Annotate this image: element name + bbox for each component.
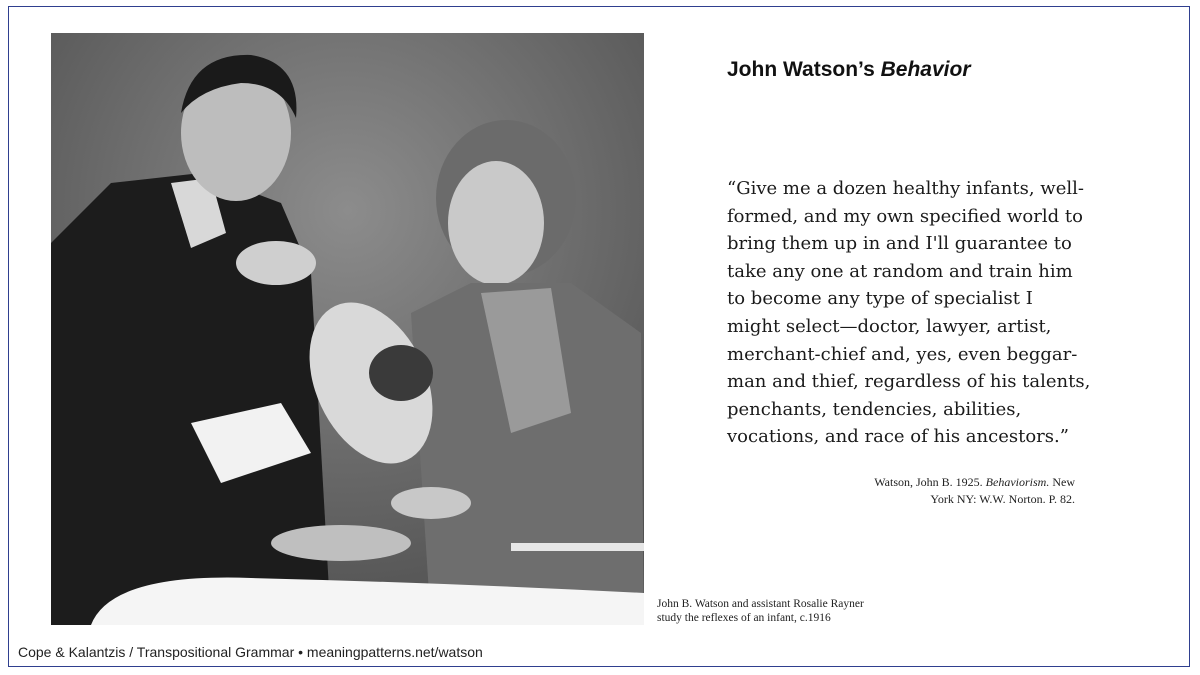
title-prefix: John Watson’s <box>727 58 881 81</box>
quote-line: take any one at random and train him <box>727 260 1073 282</box>
footer-credit: Cope & Kalantzis / Transpositional Grammar • meaningpatterns.net/watson <box>18 644 483 660</box>
title-emphasis: Behavior <box>880 58 971 81</box>
quote-line: man and thief, regardless of his talents, <box>727 371 1091 393</box>
citation-place: New <box>1049 475 1075 489</box>
quote-line: might select—doctor, lawyer, artist, <box>727 315 1052 337</box>
citation-author: Watson, John B. 1925. <box>874 475 986 489</box>
citation-line-2: York NY: W.W. Norton. P. 82. <box>930 492 1075 506</box>
quote-line: merchant-chief and, yes, even beggar- <box>727 343 1078 365</box>
quote-line: formed, and my own specified world to <box>727 205 1083 227</box>
citation-book-title: Behaviorism. <box>985 475 1050 489</box>
quote-line: “Give me a dozen healthy infants, well- <box>727 178 1084 199</box>
citation-line-1 <box>874 474 1075 491</box>
quote-line: vocations, and race of his ancestors.” <box>727 426 1069 448</box>
caption-line: study the reflexes of an infant, c.1916 <box>657 612 831 624</box>
quote-line: bring them up in and I'll guarantee to <box>727 233 1072 255</box>
quote-line: penchants, tendencies, abilities, <box>727 398 1022 420</box>
caption-line: John B. Watson and assistant Rosalie Rayner <box>657 598 864 610</box>
slide-title <box>727 58 971 82</box>
citation <box>874 474 1075 508</box>
quote-line: to become any type of specialist I <box>727 288 1033 310</box>
quote-block <box>727 175 1097 451</box>
historical-photo <box>51 33 644 625</box>
photo-caption <box>657 597 864 625</box>
